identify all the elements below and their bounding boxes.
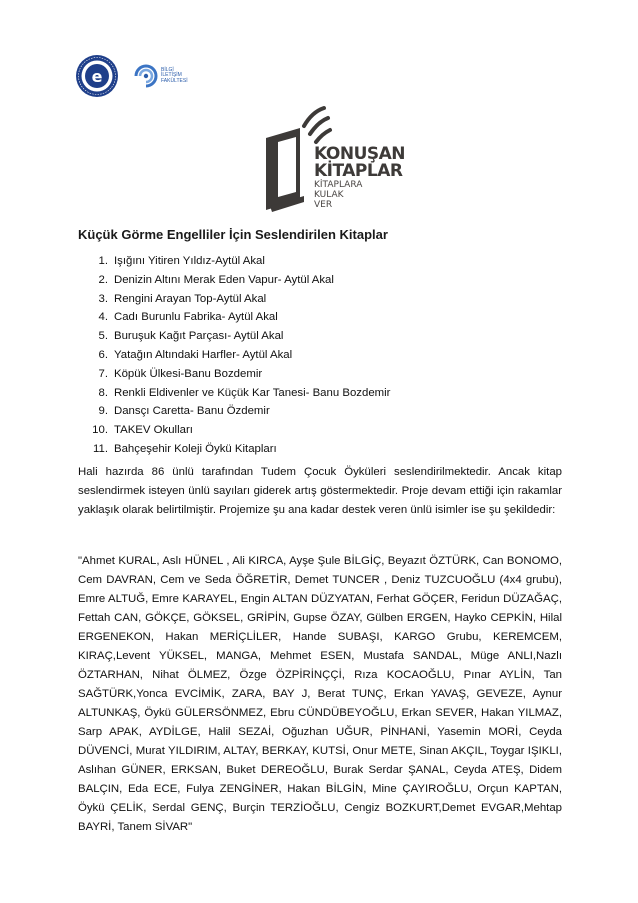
brand-tagline-2: KULAK	[314, 190, 344, 200]
brand-tagline-3: VER	[314, 200, 333, 210]
list-item: 5. Buruşuk Kağıt Parçası- Aytül Akal	[98, 330, 284, 343]
brand-tagline-1: KİTAPLARA	[314, 180, 363, 190]
brand-line-2: KİTAPLAR	[314, 161, 403, 181]
faculty-name: BİLGİ İLETİŞİM FAKÜLTESİ	[161, 66, 188, 84]
brand-wordmark	[314, 146, 405, 210]
svg-text:e: e	[91, 67, 103, 86]
list-item: 10. TAKEV Okulları	[92, 424, 193, 437]
list-item: 3. Rengini Arayan Top-Aytül Akal	[98, 292, 267, 305]
list-item: 9. Dansçı Caretta- Banu Özdemir	[98, 405, 270, 418]
list-item: 4. Cadı Burunlu Fabrika- Aytül Akal	[98, 311, 278, 324]
celebrity-list-paragraph: "Ahmet KURAL, Aslı HÜNEL , Ali KIRCA, Ayşe Şule BİLGİÇ, Beyazıt ÖZTÜRK, Can BONOMO, Cem DAVRAN, Cem ve Seda ÖĞRETİR, Demet TUNCER , Deniz TUZCUOĞLU (4x4 grubu), Emre ALTUĞ, Emre KARAYEL, Engin ALTAN DÜZYATAN, Ferhat GÖÇER, Feridun DÜZAĞAÇ, Fettah CAN, GÖKÇE, GÖKSEL, GRİPİN, Gupse ÖZAY, Gülben ERGEN, Hayko CEPKİN, Hilal ERGENEKON, Hakan MERİÇLİLER, Hande SUBAŞI, KARGO Grubu, KEREMCEM, KIRAÇ,Levent YÜKSEL, MANGA, Mehmet ESEN, Mustafa SANDAL, Müge ANLI,Nazlı ÖZTARHAN, Nihat ÖLMEZ, Özge ÖZPİRİNÇÇİ, Rıza KOCAOĞLU, Pınar AYLİN, Tan SAĞTÜRK,Yonca EVCİMİK, ZARA, BAY J, Berat TUNÇ, Erkan YAVAŞ, GEVEZE, Aynur ALTUNKAŞ, Öykü GÜLERSÖNMEZ, Ebru CÜNDÜBEYOĞLU, Erkan SEVER, Hakan YILMAZ, Sarp APAK, AYDİLGE, Halil SEZAİ, Oğuzhan UĞUR, PİNHANİ, Yasemin MORİ, Ceyda DÜVENCİ, Murat YILDIRIM, ALTAY, BERKAY, KUTSİ, Onur METE, Sinan AKÇIL, Toygar IŞIKLI, Aslıhan GÜNER, ERKSAN, Buket DEREOĞLU, Burak Serdar ŞANAL, Ceyda ATEŞ, Didem BALÇIN, Eda ECE, Fulya ZENGİNER, Hakan BİLGİN, Mine ÇAYIROĞLU, Orçun KAPTAN, Öykü ÇELİK, Serdal GENÇ, Burçin TERZİOĞLU, Cengiz BOZKURT,Demet EVGAR,Mehtap BAYRİ, Tanem SİVAR"	[78, 555, 562, 833]
list-item: 2. Denizin Altını Merak Eden Vapur- Aytül Akal	[98, 273, 334, 286]
header-logos	[75, 54, 201, 98]
list-item: 7. Köpük Ülkesi-Banu Bozdemir	[98, 367, 263, 380]
brand-line-1: KONUŞAN	[314, 144, 406, 164]
list-item: 6. Yatağın Altındaki Harfler- Aytül Akal	[98, 348, 293, 361]
intro-paragraph: Hali hazırda 86 ünlü tarafından Tudem Çocuk Öyküleri seslendirilmektedir. Ancak kitap seslendirmek isteyen ünlü sayıları giderek artış göstermektedir. Proje devam ettiği için rakamlar yaklaşık olarak belirtilmiştir. Projemize şu ana kadar destek veren ünlü isimler ise şu şekildedir:	[78, 466, 562, 516]
section-title: Küçük Görme Engelliler İçin Seslendirilen Kitaplar	[78, 227, 388, 242]
list-item: 11. Bahçeşehir Koleji Öykü Kitapları	[93, 442, 277, 455]
university-seal-logo	[75, 54, 119, 98]
list-item: 1. Işığını Yitiren Yıldız-Aytül Akal	[98, 255, 265, 267]
faculty-mark-icon	[133, 63, 159, 89]
faculty-logo	[133, 63, 201, 89]
list-item: 8. Renkli Eldivenler ve Küçük Kar Tanesi- Banu Bozdemir	[98, 386, 391, 399]
book-list	[78, 252, 390, 459]
